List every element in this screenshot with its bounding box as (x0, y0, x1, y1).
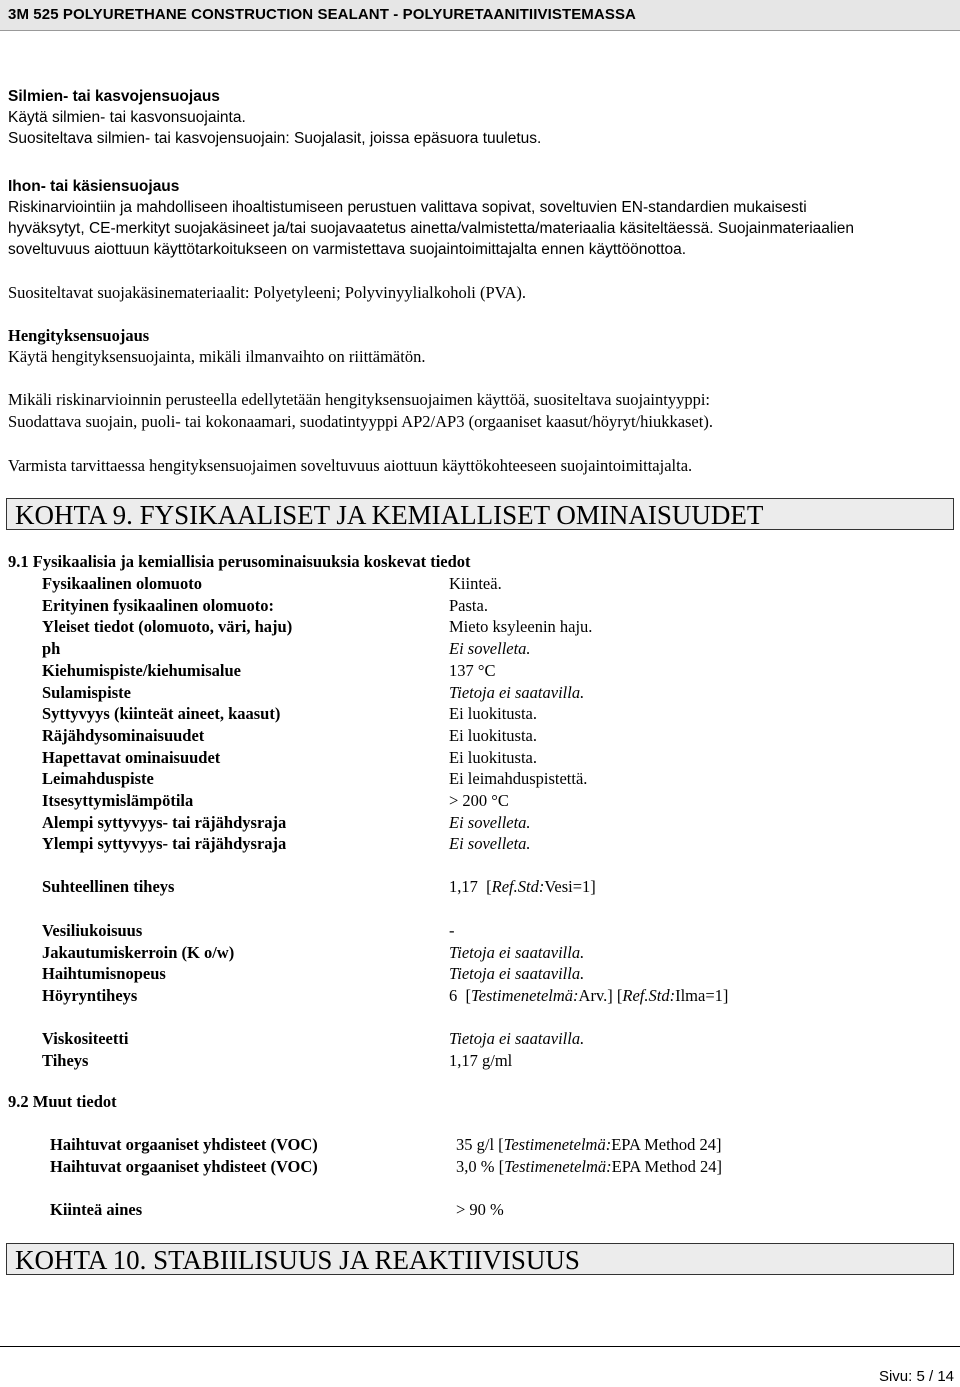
property-label: Kiehumispiste/kiehumisalue (42, 660, 241, 680)
section-9-banner (6, 498, 954, 530)
section-9-2-heading: 9.2 Muut tiedot (8, 1092, 117, 1111)
property-value: Ei sovelleta. (449, 834, 531, 854)
voc-label: Haihtuvat orgaaniset yhdisteet (VOC) (50, 1135, 318, 1154)
property-label: Haihtumisnopeus (42, 964, 166, 984)
property-label: Syttyvyys (kiinteät aineet, kaasut) (42, 704, 281, 724)
property-value: Mieto ksyleenin haju. (449, 617, 593, 637)
property-label: Vesiliukoisuus (42, 921, 143, 940)
solids-label: Kiinteä aines (50, 1200, 143, 1219)
property-value: Ei sovelleta. (449, 812, 531, 832)
respiratory-text-2: Mikäli riskinarvioinnin perusteella edellytetään hengityksensuojaimen käyttöä, suositeltava suojaintyyppi: (8, 390, 711, 409)
respiratory-heading: Hengityksensuojaus (8, 326, 150, 345)
voc-number: 35 g/l (456, 1135, 495, 1154)
ref-std-value: Vesi=1] (544, 877, 596, 896)
property-value: Ei luokitusta. (449, 725, 537, 745)
property-label: Jakautumiskerroin (K o/w) (42, 942, 235, 962)
vapor-density-value (449, 985, 728, 1006)
property-label: Erityinen fysikaalinen olomuoto: (42, 595, 274, 615)
property-label: Räjähdysominaisuudet (42, 725, 205, 745)
glove-materials: Suositeltavat suojakäsinemateriaalit: Polyetyleeni; Polyvinyylialkoholi (PVA). (8, 283, 527, 302)
property-label: Fysikaalinen olomuoto (42, 574, 202, 593)
property-label: Tiheys (42, 1050, 89, 1070)
property-value: Tietoja ei saatavilla. (449, 964, 585, 984)
skin-protection-heading: Ihon- tai käsiensuojaus (8, 178, 180, 195)
property-value: - (449, 921, 455, 940)
method-bracket: [ (498, 1135, 504, 1154)
property-value: > 200 °C (449, 791, 509, 810)
property-value: Ei luokitusta. (449, 747, 537, 767)
skin-protection-text-2: hyväksytyt, CE-merkityt suojakäsineet ja/tai suojavaatetus ainetta/valmistetta/materiaalia käsiteltäessä. Suojainmateriaalien (8, 220, 855, 237)
voc-value (456, 1134, 722, 1155)
respiratory-text-4: Varmista tarvittaessa hengityksensuojaimen soveltuvuus aiottuun käyttökohteeseen suojaintoimittajalta. (8, 456, 693, 475)
property-value: Tietoja ei saatavilla. (449, 942, 585, 962)
respiratory-text-1: Käytä hengityksensuojainta, mikäli ilmanvaihto on riittämätön. (8, 347, 426, 366)
method-bracket: [ (465, 986, 471, 1005)
voc-value (456, 1156, 722, 1177)
method-value: Arv.] (578, 986, 613, 1005)
property-value: Ei sovelleta. (449, 639, 531, 659)
ref-std-value: Ilma=1] (675, 986, 729, 1005)
skin-protection-text-1: Riskinarviointiin ja mahdolliseen ihoaltistumiseen perustuen valittava sopivat, soveltuvien EN-standardien mukaisesti (8, 199, 807, 216)
ref-bracket: [ (486, 877, 492, 896)
voc-number: 3,0 % (456, 1157, 495, 1176)
method-value: EPA Method 24] (611, 1135, 722, 1154)
respiratory-text-3: Suodattava suojain, puoli- tai kokonaamari, suodatintyyppi AP2/AP3 (orgaaniset kaasut/höyryt/hiukkaset). (8, 412, 713, 431)
property-value: Pasta. (449, 595, 488, 615)
ref-std-label: Ref.Std: (491, 877, 545, 896)
method-value: EPA Method 24] (611, 1157, 722, 1176)
section-9-title: KOHTA 9. FYSIKAALISET JA KEMIALLISET OMINAISUUDET (15, 500, 764, 530)
property-label: Leimahduspiste (42, 769, 154, 789)
eye-protection-text-1: Käytä silmien- tai kasvonsuojainta. (8, 109, 246, 126)
document-title: 3M 525 POLYURETHANE CONSTRUCTION SEALANT - POLYURETAANITIIVISTEMASSA (8, 6, 636, 23)
section-10-title: KOHTA 10. STABIILISUUS JA REAKTIIVISUUS (15, 1245, 580, 1275)
property-label: Itsesyttymislämpötila (42, 791, 194, 810)
property-value: Kiinteä. (449, 574, 502, 593)
property-label: Sulamispiste (42, 682, 131, 702)
method-label: Testimenetelmä: (504, 1157, 612, 1176)
eye-protection-text-2: Suositeltava silmien- tai kasvojensuojain: Suojalasit, joissa epäsuora tuuletus. (8, 130, 542, 147)
method-bracket: [ (498, 1157, 505, 1176)
property-label: Höyryntiheys (42, 986, 138, 1005)
property-label: Ylempi syttyvyys- tai räjähdysraja (42, 834, 287, 854)
solids-value: > 90 % (456, 1200, 504, 1219)
method-label: Testimenetelmä: (471, 986, 579, 1005)
property-label: Suhteellinen tiheys (42, 877, 175, 896)
section-10-banner (6, 1243, 954, 1275)
property-value: Tietoja ei saatavilla. (449, 682, 585, 702)
relative-density-value (449, 876, 596, 897)
vapor-density-number: 6 (449, 986, 458, 1005)
property-value: Ei leimahduspistettä. (449, 769, 588, 789)
ref-std-label: Ref.Std: (622, 986, 676, 1005)
method-label: Testimenetelmä: (503, 1135, 612, 1154)
page-number: Sivu: 5 / 14 (878, 1368, 954, 1385)
property-label: Hapettavat ominaisuudet (42, 747, 221, 767)
section-9-1-heading: 9.1 Fysikaalisia ja kemiallisia perusominaisuuksia koskevat tiedot (8, 552, 471, 571)
eye-protection-heading: Silmien- tai kasvojensuojaus (8, 88, 220, 105)
property-value: Ei luokitusta. (449, 704, 537, 724)
relative-density-number: 1,17 (449, 877, 478, 896)
property-label: Yleiset tiedot (olomuoto, väri, haju) (42, 617, 293, 637)
skin-protection-text-3: soveltuvuus aiottuun käyttötarkoitukseen on varmistettava suojaintoimittajalta ennen käyttöönottoa. (8, 241, 687, 258)
ref-bracket: [ (616, 986, 623, 1005)
property-label: Viskositeetti (42, 1029, 129, 1048)
property-value: 137 °C (449, 660, 496, 680)
voc-label: Haihtuvat orgaaniset yhdisteet (VOC) (50, 1157, 318, 1176)
footer-divider (0, 1346, 960, 1347)
property-value: Tietoja ei saatavilla. (449, 1029, 585, 1048)
property-label: ph (42, 639, 61, 659)
property-value: 1,17 g/ml (449, 1050, 513, 1070)
property-label: Alempi syttyvyys- tai räjähdysraja (42, 812, 287, 832)
